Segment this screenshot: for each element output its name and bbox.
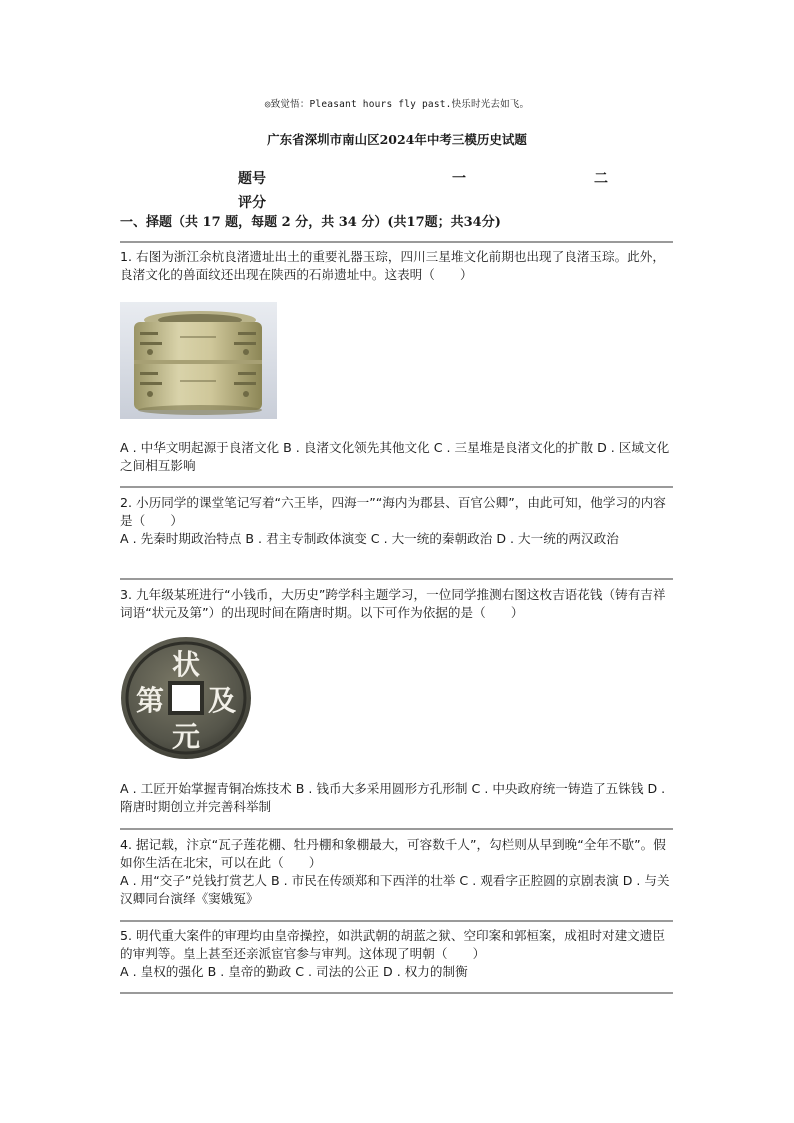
jade-cong-photo bbox=[120, 302, 277, 419]
score-label-score: 评分 bbox=[238, 195, 266, 211]
header-motto: ◎致觉悟：Pleasant hours fly past.快乐时光去如飞。 bbox=[264, 99, 530, 110]
question-5-stem: 5. 明代重大案件的审理均由皇帝操控，如洪武朝的胡蓝之狱、空印案和郭桓案，成祖时对建文遗臣的审判等。皇上甚至还亲派宦官参与审判。这体现了明朝（ ） bbox=[120, 928, 665, 961]
question-1 bbox=[120, 248, 673, 284]
question-5 bbox=[120, 927, 673, 981]
question-3-options-block bbox=[120, 780, 673, 816]
question-3-options: A . 工匠开始掌握青铜冶炼技术 B . 钱币大多采用圆形方孔形制 C . 中央政府统一铸造了五铢钱 D . 隋唐时期创立并完善科举制 bbox=[120, 781, 666, 814]
jade-cong-icon bbox=[120, 302, 277, 419]
question-4-options: A . 用“交子”兑钱打赏艺人 B . 市民在传颂郑和下西洋的壮举 C . 观看字正腔圆的京剧表演 D . 与关汉卿同台演绎《窦娥冤》 bbox=[120, 873, 670, 906]
question-5-options: A . 皇权的强化 B . 皇帝的勤政 C . 司法的公正 D . 权力的制衡 bbox=[120, 964, 468, 979]
score-col-2: 二 bbox=[594, 171, 608, 187]
question-2-options: A . 先秦时期政治特点 B . 君主专制政体演变 C . 大一统的秦朝政治 D . 大一统的两汉政治 bbox=[120, 531, 619, 546]
question-3 bbox=[120, 586, 673, 622]
exam-title: 广东省深圳市南山区2024年中考三模历史试题 bbox=[267, 132, 527, 147]
question-2 bbox=[120, 494, 673, 548]
coin-photo bbox=[120, 636, 253, 760]
question-4-stem: 4. 据记载，汴京“瓦子莲花棚、牡丹棚和象棚最大，可容数千人”，勾栏则从早到晚“全年不歇”。假如你生活在北宋，可以在此（ ） bbox=[120, 837, 666, 870]
score-col-1: 一 bbox=[452, 171, 466, 187]
coin-icon bbox=[120, 636, 253, 760]
divider bbox=[120, 828, 673, 830]
coin-char-top: 状 bbox=[171, 648, 201, 681]
divider bbox=[120, 486, 673, 488]
divider bbox=[120, 992, 673, 994]
score-table bbox=[238, 168, 658, 216]
question-4 bbox=[120, 836, 673, 908]
score-table-row-number bbox=[238, 168, 658, 192]
question-1-stem: 1. 右图为浙江余杭良渚遗址出土的重要礼器玉琮，四川三星堆文化前期也出现了良渚玉琮。此外，良渚文化的兽面纹还出现在陕西的石峁遗址中。这表明（ ） bbox=[120, 249, 665, 282]
coin-char-left: 第 bbox=[135, 684, 165, 717]
question-3-stem: 3. 九年级某班进行“小钱币，大历史”跨学科主题学习，一位同学推测右图这枚吉语花钱（铸有吉祥词语“状元及第”）的出现时间在隋唐时期。以下可作为依据的是（ ） bbox=[120, 587, 666, 620]
question-1-options-block bbox=[120, 439, 673, 475]
section-heading: 一、择题（共 17 题，每题 2 分，共 34 分）(共17题；共34分) bbox=[120, 215, 501, 230]
coin-char-right: 及 bbox=[207, 684, 237, 717]
question-2-stem: 2. 小历同学的课堂笔记写着“六王毕，四海一”“海内为郡县、百官公卿”，由此可知，他学习的内容是（ ） bbox=[120, 495, 666, 528]
coin-char-bottom: 元 bbox=[171, 720, 201, 753]
divider bbox=[120, 241, 673, 243]
question-1-options: A . 中华文明起源于良渚文化 B . 良渚文化领先其他文化 C . 三星堆是良渚文化的扩散 D . 区域文化之间相互影响 bbox=[120, 440, 670, 473]
score-label-number: 题号 bbox=[238, 171, 266, 187]
divider bbox=[120, 920, 673, 922]
divider bbox=[120, 578, 673, 580]
